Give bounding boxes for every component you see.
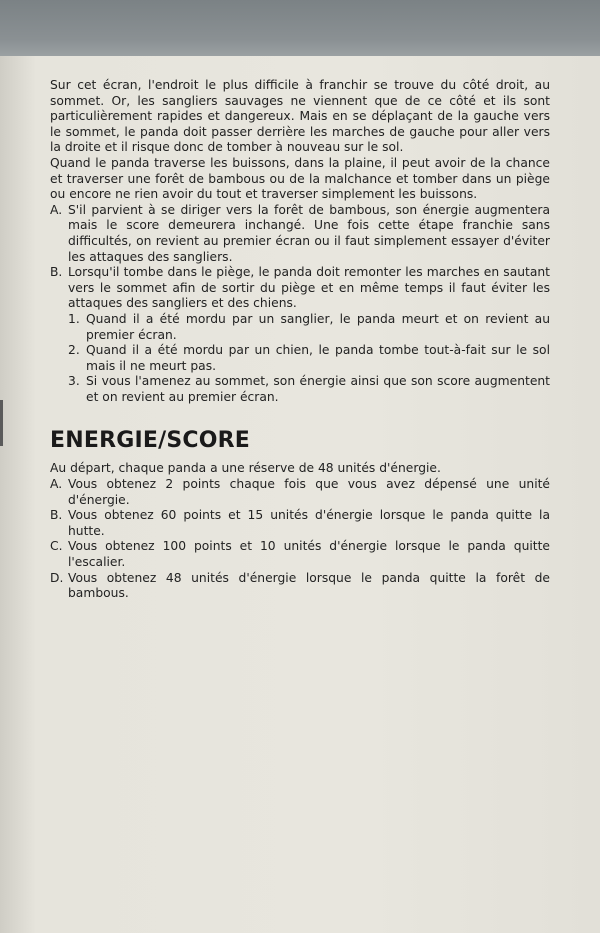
list-marker: 1.: [68, 311, 80, 326]
list-marker: A.: [50, 202, 63, 217]
list-marker: C.: [50, 539, 63, 554]
intro-paragraph-1: Sur cet écran, l'endroit le plus difficile à franchir se trouve du côté droit, au sommet. Or, les sangliers sauvages ne viennent que de ce côté et ils sont particulièrement rapides et dangereux. Mais en se déplaçant de la gauche vers le sommet, le panda doit passer derrière les marches de gauche pour aller vers la droite et il risque donc de tomber à nouveau sur le sol.: [50, 78, 550, 155]
energy-item-b: [50, 508, 550, 539]
case-text: Lorsqu'il tombe dans le piège, le panda doit remonter les marches en sautant vers le sommet afin de sortir du piège et en même temps il faut éviter les attaques des sangliers et des chiens.: [68, 265, 550, 311]
list-marker: A.: [50, 477, 63, 492]
document-body: [50, 78, 550, 602]
energy-text: Vous obtenez 48 unités d'énergie lorsque le panda quitte la forêt de bambous.: [68, 570, 550, 601]
list-marker: 3.: [68, 374, 80, 389]
left-edge-shadow: [0, 400, 3, 446]
section-heading-energy-score: ENERGIE/SCORE: [50, 428, 250, 454]
list-marker: D.: [50, 570, 64, 585]
list-marker: 2.: [68, 343, 80, 358]
energy-list: [50, 477, 550, 602]
energy-text: Vous obtenez 100 points et 10 unités d'énergie lorsque le panda quitte l'escalier.: [68, 539, 550, 570]
energy-text: Vous obtenez 60 points et 15 unités d'énergie lorsque le panda quitte la hutte.: [68, 508, 550, 538]
top-gray-band: [0, 0, 600, 56]
intro-paragraph-2: Quand le panda traverse les buissons, dans la plaine, il peut avoir de la chance et traverser une forêt de bambous ou de la malchance et tomber dans un piège ou encore ne rien avoir du tout et traverser simplement les buissons.: [50, 155, 550, 202]
outcome-item-1: [68, 312, 550, 343]
trap-outcomes-list: [68, 312, 550, 406]
energy-text: Vous obtenez 2 points chaque fois que vous avez dépensé une unité d'énergie.: [68, 477, 550, 507]
energy-item-c: [50, 539, 550, 570]
list-marker: B.: [50, 508, 63, 523]
case-item-b: [50, 265, 550, 405]
energy-item-d: [50, 571, 550, 602]
list-marker: B.: [50, 265, 63, 280]
case-item-a: [50, 203, 550, 265]
outcome-text: Quand il a été mordu par un sanglier, le panda meurt et on revient au premier écran.: [86, 311, 550, 342]
energy-intro: Au départ, chaque panda a une réserve de 48 unités d'énergie.: [50, 461, 441, 476]
outcome-text: Quand il a été mordu par un chien, le panda tombe tout-à-fait sur le sol mais il ne meurt pas.: [86, 343, 550, 373]
outcome-text: Si vous l'amenez au sommet, son énergie ainsi que son score augmentent et on revient au premier écran.: [86, 374, 550, 404]
outcome-item-2: [68, 343, 550, 374]
cases-list: [50, 203, 550, 406]
energy-item-a: [50, 477, 550, 508]
outcome-item-3: [68, 374, 550, 405]
case-text: S'il parvient à se diriger vers la forêt de bambous, son énergie augmentera mais le score demeurera inchangé. Une fois cette étape franchie sans difficultés, on revient au premier écran ou il faut simplement essayer d'éviter les attaques des sangliers.: [68, 202, 550, 264]
